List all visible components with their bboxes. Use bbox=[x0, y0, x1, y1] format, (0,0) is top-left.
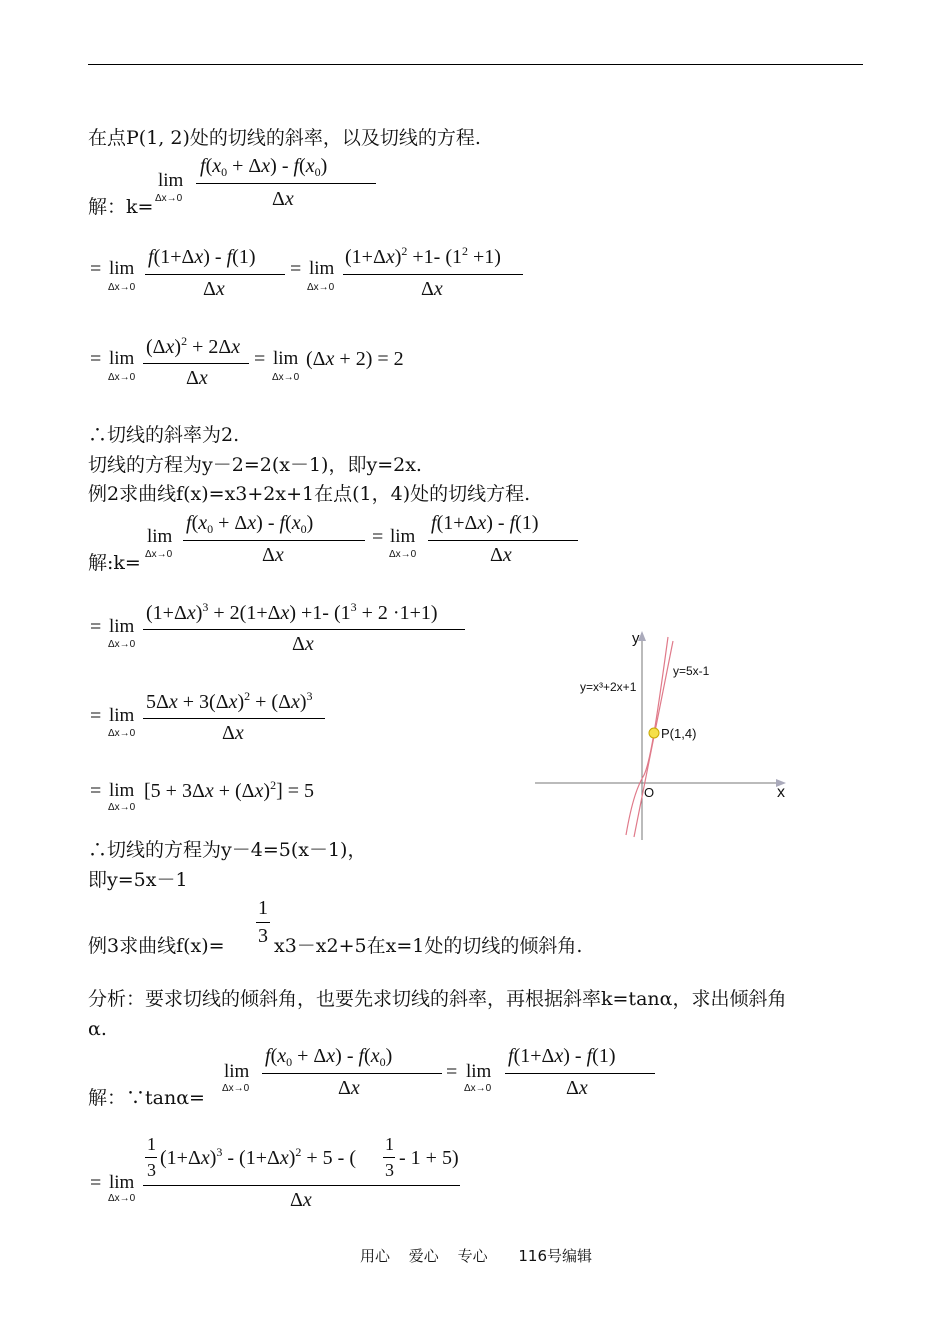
tangent-label: y=5x-1 bbox=[673, 664, 710, 678]
graph-origin-label: O bbox=[644, 785, 655, 800]
page-footer bbox=[360, 1245, 606, 1266]
tangent-equation: 切线的方程为y－2=2(x－1)，即y=2x. bbox=[88, 454, 422, 476]
graph-y-label: y bbox=[632, 630, 640, 647]
solution-label: 解：k= bbox=[88, 196, 154, 218]
analysis-line: 分析：要求切线的倾斜角，也要先求切线的斜率，再根据斜率k=tanα，求出倾斜角 bbox=[88, 988, 787, 1010]
problem-line: 在点P(1, 2)处的切线的斜率，以及切线的方程. bbox=[88, 127, 481, 149]
curve-label: y=x³+2x+1 bbox=[580, 680, 637, 694]
slope-conclusion: ∴切线的斜率为2. bbox=[88, 424, 240, 446]
footer-item: 专心 bbox=[457, 1247, 488, 1265]
footer-item: 116号编辑 bbox=[518, 1247, 593, 1265]
header-rule bbox=[88, 64, 863, 65]
example-3-title: 例3求曲线f(x)= bbox=[88, 935, 225, 957]
example-3-title-rest: x3－x2+5在x=1处的切线的倾斜角. bbox=[274, 935, 583, 957]
footer-item: 用心 bbox=[360, 1247, 391, 1265]
graph-x-label: x bbox=[777, 784, 785, 801]
example-2-title: 例2求曲线f(x)=x3+2x+1在点(1，4)处的切线方程. bbox=[88, 483, 531, 505]
footer-item: 爱心 bbox=[408, 1247, 439, 1265]
point-label: P(1,4) bbox=[661, 726, 697, 741]
tangent-equation-2b: 即y=5x－1 bbox=[88, 869, 188, 891]
solution-label-2: 解:k= bbox=[88, 552, 141, 574]
solution-label-3: 解：∵tanα= bbox=[88, 1087, 205, 1109]
tangent-equation-2: ∴切线的方程为y－4=5(x－1)， bbox=[88, 839, 367, 861]
analysis-line-2: α. bbox=[88, 1018, 107, 1040]
